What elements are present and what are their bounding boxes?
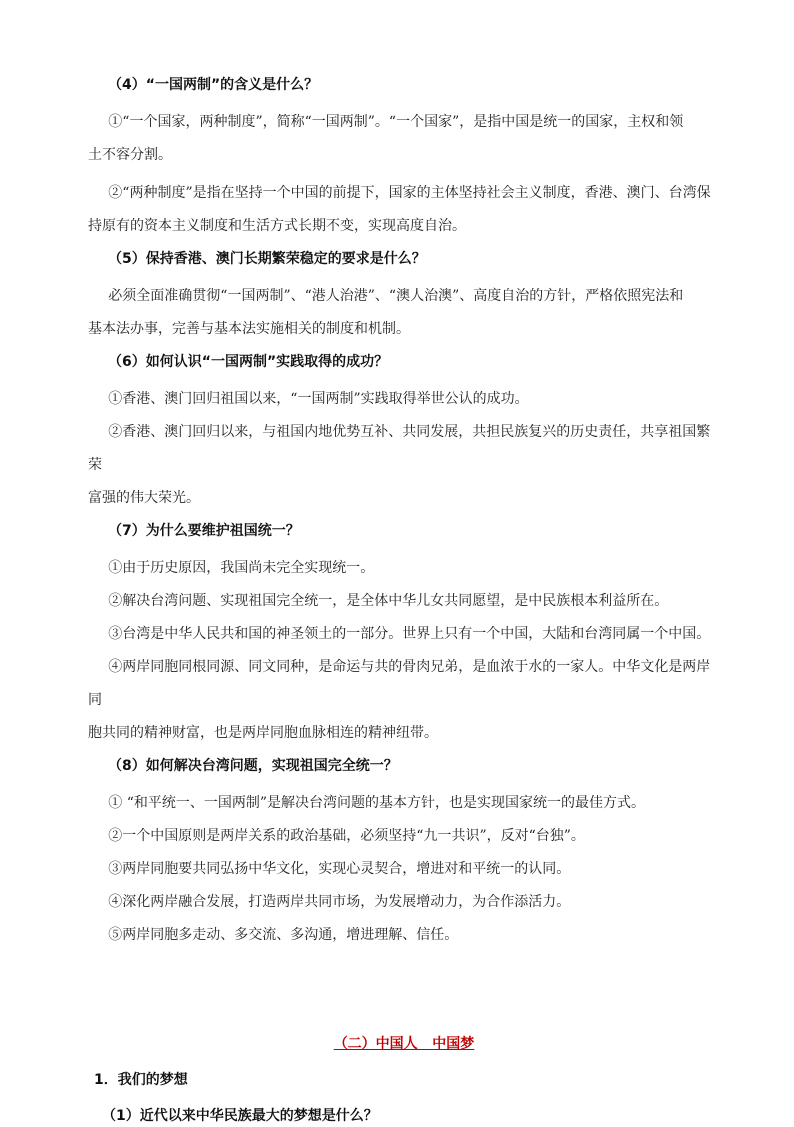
answer-5-1-line1: 必须全面准确贯彻“一国两制”、“港人治港”、“澳人治澳”、高度自治的方针，严格依照宪法和 — [108, 288, 684, 304]
answer-block-6 — [88, 383, 720, 515]
answer-block-4-1 — [88, 106, 720, 172]
answer-8-2: ②一个中国原则是两岸关系的政治基础，必须坚持“九一共识”，反对“台独”。 — [108, 828, 585, 844]
answer-7-4-line1: ④两岸同胞同根同源、同文同种，是命运与共的骨肉兄弟，是血浓于水的一家人。中华文化是两岸同 — [88, 659, 711, 708]
answer-7-4-line2: 胞共同的精神财富，也是两岸同胞血脉相连的精神纽带。 — [88, 725, 438, 741]
question-4-title: （4）“一国两制”的含义是什么？ — [108, 77, 319, 93]
answer-6-2-line2: 富强的伟大荣光。 — [88, 490, 200, 506]
answer-6-2-line1: ②香港、澳门回归以来，与祖国内地优势互补、共同发展，共担民族复兴的历史责任，共享祖国繁荣 — [88, 424, 711, 473]
answer-block-4-2 — [88, 177, 720, 243]
answer-7-2: ②解决台湾问题、实现祖国完全统一，是全体中华儿女共同愿望，是中民族根本利益所在。 — [108, 593, 669, 609]
answer-8-4: ④深化两岸融合发展，打造两岸共同市场，为发展增动力，为合作添活力。 — [108, 894, 571, 910]
section-2-title — [88, 1033, 720, 1055]
question-5-title: （5）保持香港、澳门长期繁荣稳定的要求是什么？ — [108, 251, 426, 267]
answer-block-8 — [88, 787, 720, 952]
answer-6-1: ①香港、澳门回归祖国以来，“一国两制”实践取得举世公认的成功。 — [108, 391, 529, 407]
answer-block-5-1 — [88, 280, 720, 346]
answer-block-7 — [88, 552, 720, 750]
answer-4-1-line2: 土不容分割。 — [88, 147, 172, 163]
question-2-1-title: （1）近代以来中华民族最大的梦想是什么？ — [102, 1108, 378, 1124]
heading-our-dream: 1．我们的梦想 — [94, 1072, 188, 1088]
section-2-title-text: （二）中国人 中国梦 — [333, 1036, 475, 1052]
answer-8-1: ① “和平统一、一国两制”是解决台湾问题的基本方针，也是实现国家统一的最佳方式。 — [108, 795, 646, 811]
answer-8-5: ⑤两岸同胞多走动、多交流、多沟通，增进理解、信任。 — [108, 927, 459, 943]
answer-4-2-line1: ②“两种制度”是指在坚持一个中国的前提下，国家的主体坚持社会主义制度，香港、澳门、台湾保 — [108, 185, 711, 201]
answer-5-1-line2: 基本法办事，完善与基本法实施相关的制度和机制。 — [88, 321, 410, 337]
question-8-title: （8）如何解决台湾问题，实现祖国完全统一？ — [108, 758, 398, 774]
answer-4-1-line1: ①“一个国家，两种制度”，简称“一国两制”。“一个国家”，是指中国是统一的国家，主权和领 — [108, 114, 684, 130]
answer-8-3: ③两岸同胞要共同弘扬中华文化，实现心灵契合，增进对和平统一的认同。 — [108, 861, 571, 877]
answer-4-2-line2: 持原有的资本主义制度和生活方式长期不变，实现高度自治。 — [88, 218, 466, 234]
document-content — [88, 74, 720, 1127]
question-7-title: （7）为什么要维护祖国统一？ — [108, 523, 300, 539]
answer-7-3: ③台湾是中华人民共和国的神圣领土的一部分。世界上只有一个中国，大陆和台湾同属一个中国。 — [108, 626, 711, 642]
section-spacer — [88, 957, 720, 1033]
answer-7-1: ①由于历史原因，我国尚未完全实现统一。 — [108, 560, 375, 576]
question-6-title: （6）如何认识“一国两制”实践取得的成功？ — [108, 354, 389, 370]
